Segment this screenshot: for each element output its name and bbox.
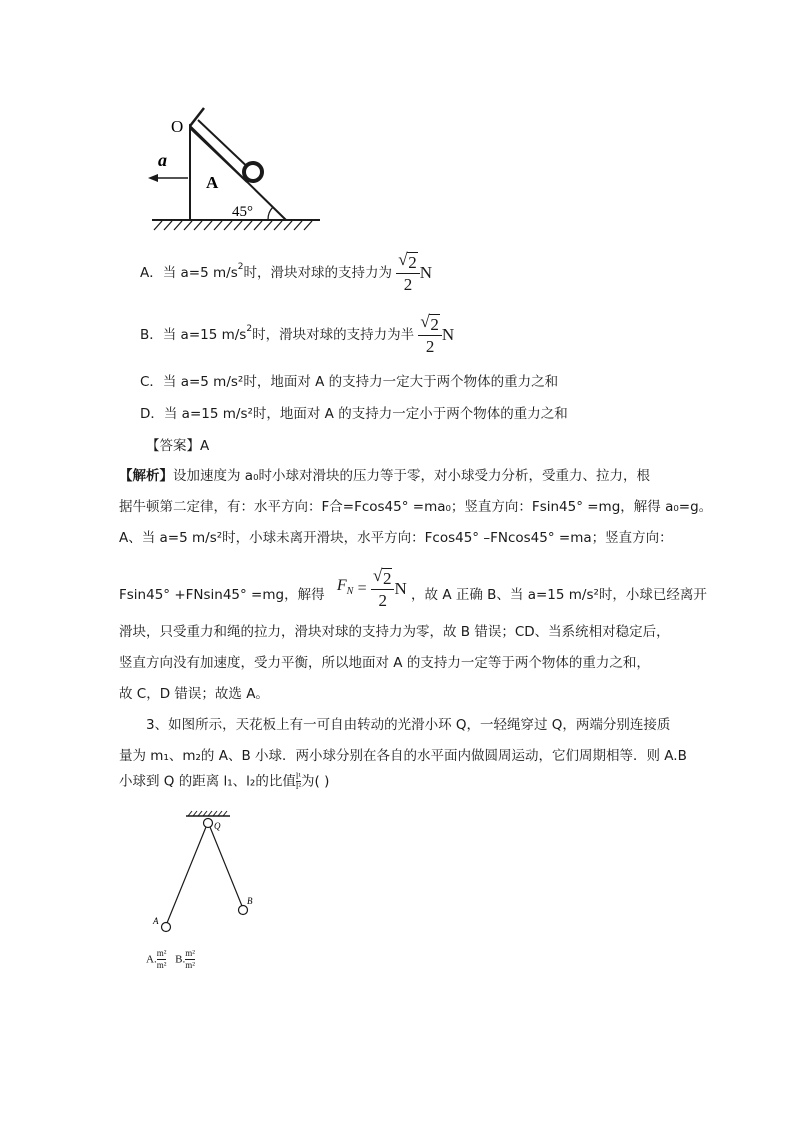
ball-b — [239, 906, 248, 915]
ratio-fraction: $\frac{\text{l¹}}{\text{l²}}$ — [295, 771, 302, 791]
option-a-suffix: 时，滑块对球的支持力为 — [243, 265, 392, 281]
unit-n: N — [419, 263, 433, 282]
choice-b[interactable] — [175, 948, 195, 971]
choice-a-prefix: A. — [146, 953, 157, 966]
analysis-line-7: 故 C，D 错误；故选 A。 — [119, 686, 269, 702]
choice-b-fraction: $\frac{\text{m²}}{\text{m²}}$ — [185, 948, 195, 970]
answer-line: 【答案】A — [146, 438, 210, 454]
ball — [244, 163, 262, 181]
question3-text-3b: 为( ) — [301, 773, 330, 790]
label-angle: 45° — [232, 204, 253, 220]
analysis-text-1: 设加速度为 a₀时小球对滑块的压力等于零，对小球受力分析，受重力、拉力，根 — [173, 468, 650, 484]
option-b-sup: 2 — [246, 324, 253, 334]
fn-equals: = — [357, 580, 367, 597]
analysis-line-5: 滑块，只受重力和绳的拉力，滑块对球的支持力为零，故 B 错误；CD、当系统相对稳定后， — [119, 624, 670, 640]
analysis-line-6: 竖直方向没有加速度，受力平衡，所以地面对 A 的支持力一定等于两个物体的重力之和， — [119, 655, 650, 671]
analysis-text-4b: ，故 A 正确 B、当 a=15 m/s²时，小球已经离开 — [411, 587, 707, 603]
accel-arrow-head — [148, 174, 158, 182]
fn-label: $F_N$ — [336, 576, 354, 598]
option-d: D．当 a=15 m/s²时，地面对 A 的支持力一定小于两个物体的重力之和 — [140, 406, 568, 422]
choice-a-fraction: $\frac{\text{m²}}{\text{m²}}$ — [156, 948, 167, 970]
string-b — [210, 827, 242, 906]
analysis-line-1 — [119, 467, 650, 485]
denominator: 2 — [403, 275, 413, 294]
rod-bottom — [190, 128, 247, 182]
question3-text-3a: 小球到 Q 的距离 l₁、l₂的比值 — [119, 773, 296, 790]
ring-q — [204, 819, 213, 828]
fn-fraction: √ 2 2 — [371, 568, 395, 610]
denominator: 2 — [425, 337, 435, 356]
sqrt-arg: 2 — [408, 253, 417, 272]
option-a-prefix: A．当 a=5 m/s — [140, 265, 238, 281]
option-b-prefix: B．当 a=15 m/s — [140, 327, 247, 343]
analysis-line-3: A、当 a=5 m/s²时，小球未离开滑块，水平方向：Fcos45° –FNcos45° =ma；竖直方向： — [119, 530, 673, 546]
figure-incline — [140, 100, 330, 235]
choices-row — [146, 948, 195, 971]
label-o: O — [171, 117, 184, 136]
analysis-line-4 — [119, 568, 707, 610]
analysis-heading: 【解析】 — [119, 468, 173, 484]
option-b-suffix: 时，滑块对球的支持力为半 — [252, 327, 415, 343]
figure-pendulum — [150, 810, 270, 940]
label-accel: a — [158, 150, 167, 170]
fn-formula: $F_N$ = √ 2 2 N — [336, 566, 407, 610]
question3-line-3 — [119, 772, 329, 791]
string-a — [167, 827, 206, 923]
choice-b-prefix: B. — [175, 953, 186, 966]
label-b: B — [247, 896, 253, 906]
option-b — [140, 314, 454, 356]
sqrt-arg: 2 — [430, 315, 439, 334]
option-a-sup: 2 — [237, 262, 244, 272]
ground-hatching — [154, 221, 312, 230]
option-b-fraction: √ 2 2 — [418, 314, 442, 356]
option-a-fraction: √ 2 2 — [396, 252, 420, 294]
choice-a[interactable] — [146, 948, 166, 971]
option-c: C．当 a=5 m/s²时，地面对 A 的支持力一定大于两个物体的重力之和 — [140, 374, 559, 390]
question3-line-1: 3、如图所示，天花板上有一可自由转动的光滑小环 Q，一轻绳穿过 Q，两端分别连接质 — [146, 717, 671, 733]
analysis-line-2: 据牛顿第二定律，有：水平方向：F合=Fcos45° =ma₀；竖直方向：Fsin45° =mg，解得 a₀=g。 — [119, 499, 713, 515]
ball-a — [162, 923, 171, 932]
analysis-text-4a: Fsin45° +FNsin45° =mg，解得 — [119, 587, 325, 603]
question3-line-2: 量为 m₁、m₂的 A、B 小球．两小球分别在各自的水平面内做圆周运动，它们周期相等．则 A.B — [119, 748, 687, 764]
option-a — [140, 252, 432, 294]
label-block-a: A — [206, 173, 219, 192]
label-a: A — [153, 916, 159, 926]
label-q: Q — [214, 821, 221, 831]
unit-n: N — [441, 325, 455, 344]
angle-arc — [268, 207, 273, 220]
